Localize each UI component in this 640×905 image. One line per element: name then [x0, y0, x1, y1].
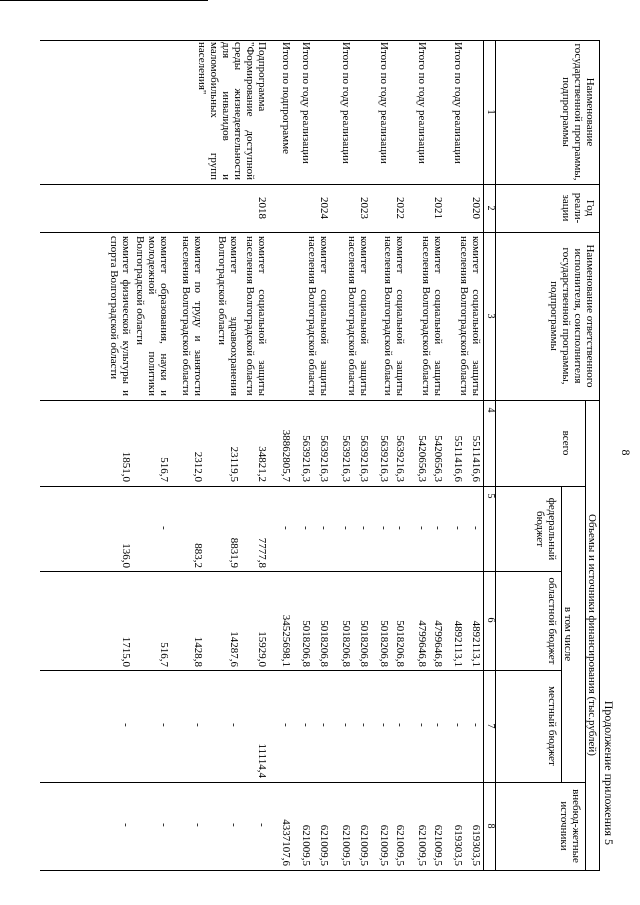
federal-value: -	[452, 526, 464, 530]
total-value: 5420656,3	[432, 435, 444, 482]
local-value: -	[228, 723, 240, 727]
program-name: Итого по подпрограмме	[280, 42, 292, 154]
local-value: -	[432, 723, 444, 727]
extra-budget-value: 621009,5	[358, 824, 370, 866]
header-local: местный бюджет	[546, 686, 558, 766]
local-value: -	[470, 723, 482, 727]
federal-value: 7777,8	[256, 537, 268, 568]
column-numbers-line	[483, 40, 484, 870]
col-border	[40, 232, 600, 233]
federal-value: 136,0	[120, 543, 132, 568]
regional-value: 14287,6	[228, 631, 240, 667]
executor-cell: комитет социальной защиты населения Волгоградской области	[306, 236, 330, 396]
federal-value: 8831,9	[228, 537, 240, 568]
regional-value: 5018206,8	[394, 620, 406, 667]
total-value: 516,7	[158, 457, 170, 482]
executor-cell: комитет образования, науки и молодежной политики Волгоградской области	[134, 236, 170, 396]
executor-cell: комитет физической культуры и спорта Волгоградской области	[108, 236, 132, 396]
extra-budget-value: 621009,5	[300, 824, 312, 866]
header-bottom-line	[495, 40, 496, 870]
total-value: 23119,5	[228, 446, 240, 482]
extra-budget-value: 621009,5	[432, 824, 444, 866]
total-value: 5639216,3	[394, 435, 406, 482]
federal-value: -	[280, 526, 292, 530]
total-value: 5511416,6	[452, 435, 464, 482]
regional-value: 4799646,8	[416, 620, 428, 667]
regional-value: 5018206,8	[358, 620, 370, 667]
year-cell: 2020	[470, 197, 482, 219]
year-cell: 2022	[394, 197, 406, 219]
executor-cell: комитет по труду и занятости населения Волгоградской области	[180, 236, 204, 396]
extra-budget-value: 621009,5	[318, 824, 330, 866]
total-value: 2312,0	[192, 451, 204, 482]
col-border	[40, 782, 586, 783]
extra-budget-value: -	[120, 823, 132, 827]
extra-budget-value: 621009,5	[416, 824, 428, 866]
column-number: 6	[485, 617, 496, 623]
column-number: 1	[485, 109, 496, 115]
program-name: Итого по году реализации	[378, 42, 390, 164]
local-value: -	[416, 723, 428, 727]
executor-cell: комитет социальной защиты населения Волгоградской области	[420, 236, 444, 396]
extra-budget-value: 621009,5	[340, 824, 352, 866]
header-regional: областной бюджет	[546, 577, 558, 665]
extra-budget-value: -	[256, 823, 268, 827]
program-name: Итого по году реализации	[416, 42, 428, 164]
year-cell: 2023	[358, 197, 370, 219]
federal-value: -	[300, 526, 312, 530]
total-value: 5639216,3	[340, 435, 352, 482]
local-value: -	[358, 723, 370, 727]
extra-budget-value: 4337107,6	[280, 819, 292, 866]
local-value: -	[158, 723, 170, 727]
local-value: -	[318, 723, 330, 727]
regional-value: 5018206,8	[318, 620, 330, 667]
total-value: 5639216,3	[378, 435, 390, 482]
col-border	[40, 184, 600, 185]
column-number: 3	[485, 313, 496, 319]
regional-value: 4799646,8	[432, 620, 444, 667]
local-value: -	[300, 723, 312, 727]
federal-value: -	[318, 526, 330, 530]
regional-value: 1428,8	[192, 636, 204, 667]
header-total: всего	[560, 430, 572, 456]
total-value: 5511416,6	[470, 435, 482, 482]
federal-value: -	[340, 526, 352, 530]
federal-value: -	[432, 526, 444, 530]
header-year: Год реали-зации	[560, 192, 596, 224]
header-executor: Наименование ответственного исполнителя, соисполнителя государственной программы, подпрограммы	[548, 244, 596, 388]
local-value: -	[280, 723, 292, 727]
continuation-label: Продолжение приложения 5	[602, 700, 616, 845]
header-including: в том числе	[562, 606, 574, 662]
total-value: 1851,0	[120, 451, 132, 482]
col-border	[40, 670, 562, 671]
executor-cell: комитет социальной защиты населения Волгоградской области	[458, 236, 482, 396]
total-value: 34821,2	[256, 446, 268, 482]
local-value: 11114,4	[256, 743, 268, 778]
federal-value: -	[394, 526, 406, 530]
column-number: 4	[485, 407, 496, 413]
executor-cell: комитет социальной защиты населения Волгоградской области	[382, 236, 406, 396]
extra-budget-value: 619303,5	[470, 824, 482, 866]
extra-budget-value: 619303,5	[452, 824, 464, 866]
executor-cell: комитет здравоохранения Волгоградской области	[216, 236, 240, 396]
program-name: Подпрограмма "Формирование доступной среды жизнедеятельности для инвалидов и маломобильных групп населения"	[196, 42, 268, 180]
federal-value: -	[470, 526, 482, 530]
column-number: 7	[485, 723, 496, 729]
local-value: -	[394, 723, 406, 727]
page-number: 8	[619, 449, 633, 456]
column-number: 8	[485, 823, 496, 829]
table-top-border	[599, 40, 600, 870]
total-value: 38862805,7	[280, 429, 292, 482]
local-value: -	[340, 723, 352, 727]
total-value: 5420656,3	[416, 435, 428, 482]
local-value: -	[192, 723, 204, 727]
year-cell: 2024	[318, 197, 330, 219]
col-border	[40, 486, 586, 487]
program-name: Итого по году реализации	[340, 42, 352, 164]
col-border	[40, 400, 600, 401]
federal-value: 883,2	[192, 543, 204, 568]
funding-table	[40, 40, 600, 870]
regional-value: 4892113,1	[452, 620, 464, 667]
extra-budget-value: -	[192, 823, 204, 827]
header-extra: внебюд-жетные источники	[558, 789, 582, 863]
col-border	[40, 870, 600, 871]
federal-value: -	[158, 526, 170, 530]
col-border	[40, 40, 600, 41]
executor-cell: комитет социальной защиты населения Волгоградской области	[346, 236, 370, 396]
local-value: -	[452, 723, 464, 727]
regional-value: 34525698,1	[280, 614, 292, 667]
program-name: Итого по году реализации	[452, 42, 464, 164]
executor-cell: комитет социальной защиты населения Волгоградской области	[244, 236, 268, 396]
col-border	[40, 571, 562, 572]
regional-value: 5018206,8	[300, 620, 312, 667]
regional-value: 5018206,8	[378, 620, 390, 667]
program-name: Итого по году реализации	[300, 42, 312, 164]
local-value: -	[120, 723, 132, 727]
total-value: 5639216,3	[318, 435, 330, 482]
total-value: 5639216,3	[300, 435, 312, 482]
regional-value: 5018206,8	[340, 620, 352, 667]
extra-budget-value: 621009,5	[378, 824, 390, 866]
federal-value: -	[378, 526, 390, 530]
federal-value: -	[416, 526, 428, 530]
federal-value: -	[358, 526, 370, 530]
extra-budget-value: 621009,5	[394, 824, 406, 866]
extra-budget-value: -	[158, 823, 170, 827]
regional-value: 516,7	[158, 642, 170, 667]
header-name: Наименование государственной программы, подпрограммы	[560, 43, 596, 181]
column-number: 5	[485, 493, 496, 499]
regional-value: 15929,0	[256, 631, 268, 667]
regional-value: 1715,0	[120, 636, 132, 667]
column-number: 2	[485, 205, 496, 211]
regional-value: 4892113,1	[470, 620, 482, 667]
header-funding: Объемы и источники финансирования (тыс.рублей)	[586, 514, 598, 756]
extra-budget-value: -	[228, 823, 240, 827]
year-cell: 2018	[256, 197, 268, 219]
year-cell: 2021	[432, 197, 444, 219]
total-value: 5639216,3	[358, 435, 370, 482]
header-federal: федеральный бюджет	[534, 497, 558, 561]
local-value: -	[378, 723, 390, 727]
